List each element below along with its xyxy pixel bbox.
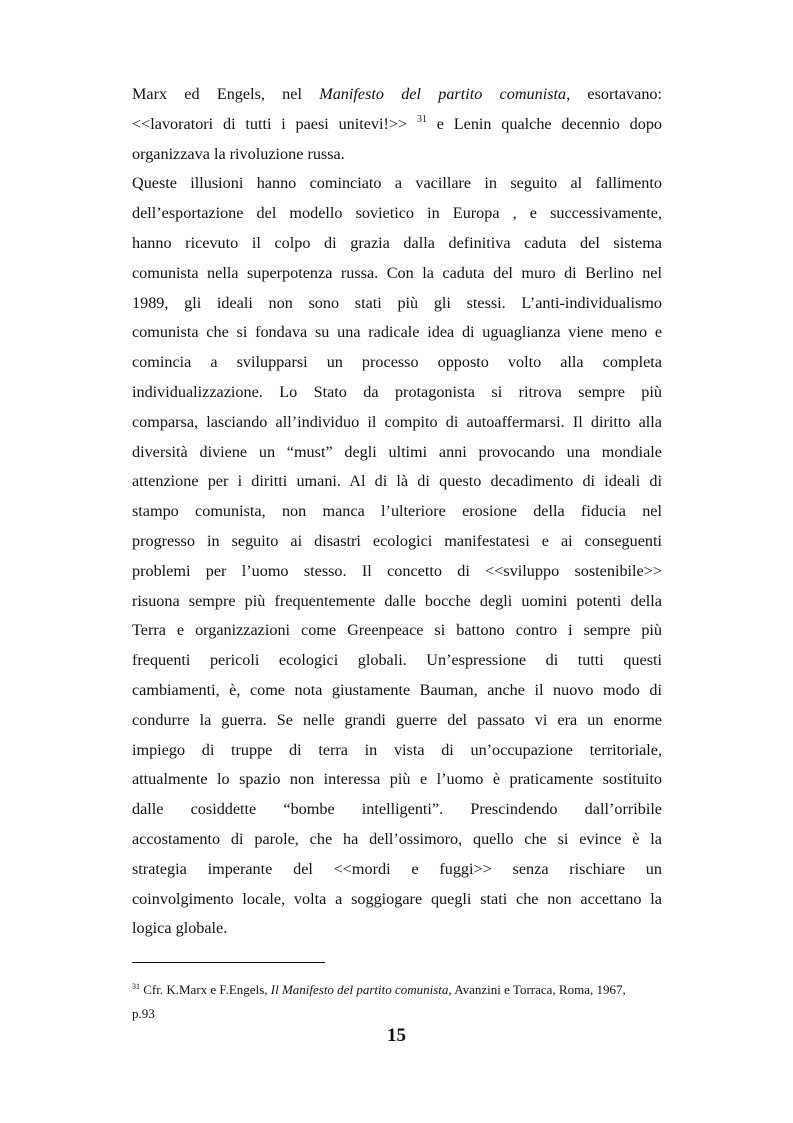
text-line: progresso in seguito ai disastri ecologici manifestatesi e ai conseguenti xyxy=(132,531,662,550)
text-line: diversità diviene un “must” degli ultimi anni provocando una mondiale xyxy=(132,442,662,461)
footnote-book-title: Il Manifesto del partito comunista, xyxy=(270,982,452,997)
body-text xyxy=(132,80,662,944)
text-line: problemi per l’uomo stesso. Il concetto di <<sviluppo sostenibile>> xyxy=(132,561,662,580)
footnote-separator xyxy=(132,962,325,963)
text-line: dell’esportazione del modello sovietico in Europa , e successivamente, xyxy=(132,204,662,223)
footnote-number: 31 xyxy=(132,982,140,991)
text-line: comincia a svilupparsi un processo opposto volto alla completa xyxy=(132,353,662,372)
text-line: strategia imperante del <<mordi e fuggi>> senza rischiare un xyxy=(132,859,662,878)
text-line: <<lavoratori di tutti i paesi unitevi!>> $^{31}$ e Lenin qualche decennio dopo xyxy=(132,113,663,133)
text-line: frequenti pericoli ecologici globali. Un’espressione di tutti questi xyxy=(132,651,662,670)
text-line: Queste illusioni hanno cominciato a vacillare in seguito al fallimento xyxy=(132,174,662,193)
text-line: condurre la guerra. Se nelle grandi guerre del passato vi era un enorme xyxy=(132,710,662,729)
text-line: Marx ed Engels, nel Manifesto del partito comunista, esortavano: xyxy=(132,85,663,103)
text-line: attenzione per i diritti umani. Al di là di questo decadimento di ideali di xyxy=(132,472,662,491)
footnote-line: p.93 xyxy=(132,1006,155,1021)
text-line: stampo comunista, non manca l’ulteriore erosione della fiducia nel xyxy=(132,502,662,521)
text-line: risuona sempre più frequentemente dalle bocche degli uomini potenti della xyxy=(132,591,662,610)
text-line: 1989, gli ideali non sono stati più gli stessi. L’anti-individualismo xyxy=(132,293,662,312)
text-line: comparsa, lasciando all’individuo il compito di autoaffermarsi. Il diritto alla xyxy=(132,412,662,431)
text-line: organizzava la rivoluzione russa. xyxy=(132,144,345,163)
text-line: logica globale. xyxy=(132,919,228,938)
page-number: 15 xyxy=(387,1025,406,1046)
text-line: accostamento di parole, che ha dell’ossimoro, quello che si evince è la xyxy=(132,829,662,848)
text-line: impiego di truppe di terra in vista di un’occupazione territoriale, xyxy=(132,740,662,759)
footnote-reference[interactable]: 31 xyxy=(416,113,427,125)
text-line: comunista che si fondava su una radicale idea di uguaglianza viene meno e xyxy=(132,323,662,342)
text-line: comunista nella superpotenza russa. Con la caduta del muro di Berlino nel xyxy=(132,263,662,282)
text-line: attualmente lo spazio non interessa più e l’uomo è praticamente sostituito xyxy=(132,770,662,789)
text-line: coinvolgimento locale, volta a soggiogare quegli stati che non accettano la xyxy=(132,889,662,908)
text-line: Terra e organizzazioni come Greenpeace si battono contro i sempre più xyxy=(132,621,662,640)
text-line: dalle cosiddette “bombe intelligenti”. Prescindendo dall’orribile xyxy=(132,800,662,819)
book-title: Manifesto del partito comunista, xyxy=(319,85,571,103)
text-line: cambiamenti, è, come nota giustamente Bauman, anche il nuovo modo di xyxy=(132,680,662,699)
footnote xyxy=(132,978,662,1026)
text-line: hanno ricevuto il colpo di grazia dalla definitiva caduta del sistema xyxy=(132,233,662,252)
text-line: individualizzazione. Lo Stato da protagonista si ritrova sempre più xyxy=(132,382,662,401)
footnote-line: $^{31}$ Cfr. K.Marx e F.Engels, Il Manifesto del partito comunista, Avanzini e Torraca, Roma, 1967, xyxy=(132,982,626,997)
